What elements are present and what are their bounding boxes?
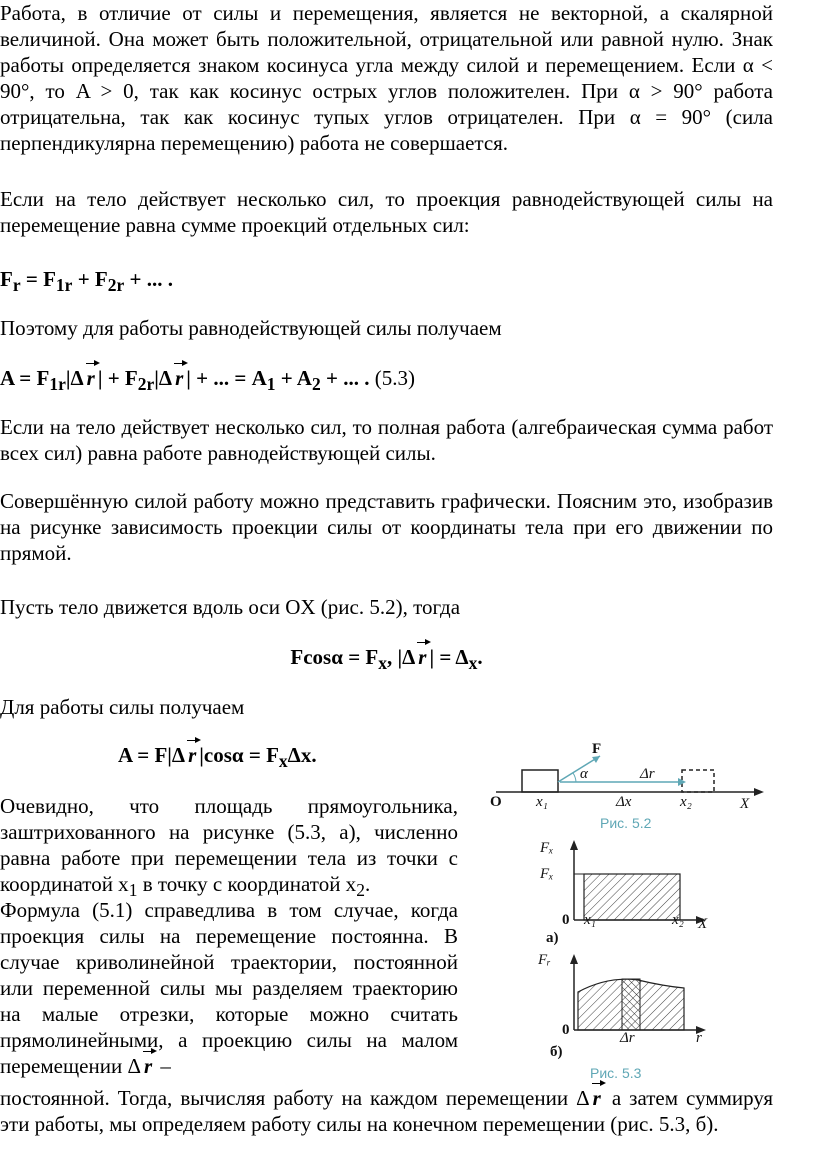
formula-5-3: $A = F_{1r}|\Delta$ r | + $F_{2r}|\Delta$ r | + ... = $A_1 + A_2$ + ... . (5.3) (0, 366, 415, 395)
label-O: 0 (562, 912, 570, 928)
x-axis-arrow-icon (754, 788, 764, 796)
label-b: б) (550, 1044, 563, 1060)
label-alpha: α (580, 766, 588, 782)
label-O: 0 (562, 1022, 570, 1038)
label-x1: x₁ (536, 794, 548, 810)
y-axis-arrow-icon (570, 840, 578, 850)
paragraph-rectangle-area: Очевидно, что площадь прямоугольника, заштрихованного на рисунке (5.3, а), численно равна работе при перемещении тела из точки с координатой $x_1$ в точку с координатой $x_2$. (0, 794, 458, 901)
paragraph-formula-validity: Формула (5.1) справедлива в том случае, когда проекция силы на перемещение постоянна. В случае криволинейной траектории, постоянной или переменной силы мы разделяем траекторию на малые отрезки, которые можно считать прямолинейными, а проекцию силы на малом перемещении Δ r – (0, 898, 458, 1078)
paragraph-work-scalar: Работа, в отличие от силы и перемещения, является не векторной, а скалярной величиной. Она может быть положительной, отрицательной или равной нулю. Знак работы определяется знаком косинуса угла между силой и перемещением. Если α < 90°, то A > 0, так как косинус острых углов положителен. При α > 90° работа отрицательна, так как косинус тупых углов отрицателен. При α = 90° (сила перпендикулярна перемещению) работа не совершается. (0, 1, 773, 155)
paragraph-graphic: Совершённую силой работу можно представить графически. Поясним это, изобразив на рисунке зависимость проекции силы от координаты тела при его движении по прямой. (0, 489, 773, 565)
hatched-rectangle (584, 874, 680, 920)
label-r: r (696, 1030, 702, 1046)
angle-arc (573, 773, 576, 782)
formula-fcos: $Fcos\alpha = F_x$, |Δ r | = $\Delta_x$. (290, 645, 483, 674)
label-x1: x₁ (584, 912, 596, 928)
force-vector-line (558, 756, 600, 782)
vector-r: r (185, 742, 199, 768)
vector-r: r (172, 365, 186, 391)
label-Fr: Fᵣ (538, 952, 551, 968)
label-X: X (698, 916, 708, 932)
vector-r: r (415, 644, 429, 670)
paragraph-summation: постоянной. Тогда, вычисляя работу на каждом перемещении Δ r а затем суммируя эти работы, мы определяем работу силы на конечном перемещении (рис. 5.3, б). (0, 1086, 774, 1136)
figure-5-3-a (528, 836, 728, 948)
paragraph-axis-ox: Пусть тело движется вдоль оси OX (рис. 5.2), тогда (0, 595, 461, 619)
y-axis-arrow-icon (570, 954, 578, 964)
figure-5-2 (488, 742, 778, 834)
label-x2: x₂ (680, 794, 692, 810)
caption-fig-5-2: Рис. 5.2 (600, 815, 652, 831)
label-O: O (490, 794, 502, 810)
paragraph-total-work: Если на тело действует несколько сил, то полная работа (алгебраическая сумма работ всех сил) равна работе равнодействующей силы. (0, 415, 773, 465)
label-a: а) (546, 930, 559, 946)
label-Fx-axis: Fₓ (540, 840, 554, 856)
label-x2: x₂ (672, 912, 684, 928)
label-delta-r: Δr (620, 1030, 635, 1046)
label-delta-r: Δr (640, 766, 655, 782)
body-box-start (522, 770, 558, 792)
figure-5-3-b (528, 950, 738, 1084)
small-strip (622, 979, 640, 1030)
caption-fig-5-3: Рис. 5.3 (590, 1065, 642, 1081)
paragraph-work-force: Для работы силы получаем (0, 695, 245, 719)
formula-resultant-projection: $F_r = F_{1r} + F_{2r}$ + ... . (0, 267, 173, 296)
body-box-end (682, 770, 714, 792)
vector-r: r (590, 1085, 604, 1111)
label-X: X (740, 796, 750, 812)
formula-work: A = F|Δ r $|\cos\alpha = F_x\Delta x$. (118, 743, 317, 772)
paragraph-several-forces: Если на тело действует несколько сил, то проекция равнодействующей силы на перемещение равна сумме проекций отдельных сил: (0, 187, 773, 237)
label-delta-x: Δx (616, 794, 632, 810)
label-F: F (592, 742, 602, 757)
vector-r: r (84, 365, 98, 391)
vector-r: r (141, 1053, 155, 1079)
label-Fx: Fₓ (540, 866, 554, 882)
paragraph-resultant-work: Поэтому для работы равнодействующей силы получаем (0, 316, 502, 340)
